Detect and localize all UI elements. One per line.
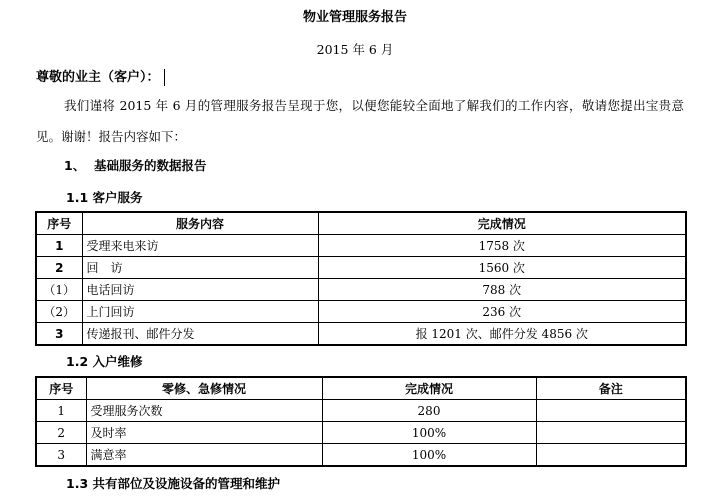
salutation-text: 尊敬的业主（客户）： <box>36 70 160 85</box>
completion: 236 次 <box>318 301 686 323</box>
completion: 1758 次 <box>318 235 686 257</box>
service-content: 传递报刊、邮件分发 <box>82 323 318 346</box>
section-number: 1、 <box>64 158 86 173</box>
report-title: 物业管理服务报告 <box>302 10 407 25</box>
repair-table <box>35 376 687 467</box>
repair-item: 及时率 <box>86 422 322 444</box>
row-number: 3 <box>36 323 82 346</box>
row-number: （1） <box>36 279 82 301</box>
section-heading-1 <box>64 156 207 174</box>
row-number: 3 <box>36 444 86 467</box>
table-row <box>36 279 686 301</box>
completion: 100% <box>322 422 536 444</box>
row-number: 2 <box>36 422 86 444</box>
row-number: 1 <box>36 235 82 257</box>
table-row <box>36 422 686 444</box>
table-row <box>36 257 686 279</box>
remark <box>536 444 686 467</box>
row-number: （2） <box>36 301 82 323</box>
header-cell: 完成情况 <box>318 212 686 235</box>
completion: 280 <box>322 400 536 422</box>
table-header-row <box>36 212 686 235</box>
report-date: 2015 年 6 月 <box>316 42 394 57</box>
row-number: 2 <box>36 257 82 279</box>
service-content: 电话回访 <box>82 279 318 301</box>
header-cell: 零修、急修情况 <box>86 377 322 400</box>
text-cursor <box>164 69 166 86</box>
table-row <box>36 400 686 422</box>
completion: 报 1201 次、邮件分发 4856 次 <box>318 323 686 346</box>
intro-paragraph: 我们谨将 2015 年 6 月的管理服务报告呈现于您，以便您能较全面地了解我们的工作内容，敬请您提出宝贵意见。谢谢！报告内容如下： <box>36 98 684 144</box>
repair-item: 受理服务次数 <box>86 400 322 422</box>
table-row <box>36 235 686 257</box>
service-content: 上门回访 <box>82 301 318 323</box>
header-cell: 序号 <box>36 212 82 235</box>
row-number: 1 <box>36 400 86 422</box>
subsection-heading-1-2: 1.2 入户维修 <box>66 354 143 369</box>
table-row <box>36 444 686 467</box>
table-header-row <box>36 377 686 400</box>
header-cell: 完成情况 <box>322 377 536 400</box>
header-cell: 服务内容 <box>82 212 318 235</box>
completion: 788 次 <box>318 279 686 301</box>
remark <box>536 422 686 444</box>
section-label: 基础服务的数据报告 <box>94 158 207 173</box>
repair-item: 满意率 <box>86 444 322 467</box>
completion: 1560 次 <box>318 257 686 279</box>
customer-service-table <box>35 211 687 346</box>
subsection-heading-1-3: 1.3 共有部位及设施设备的管理和维护 <box>66 476 280 491</box>
salutation <box>36 66 165 86</box>
subsection-heading-1-1: 1.1 客户服务 <box>66 190 143 205</box>
service-content: 回 访 <box>82 257 318 279</box>
service-content: 受理来电来访 <box>82 235 318 257</box>
table-row <box>36 323 686 346</box>
remark <box>536 400 686 422</box>
table-row <box>36 301 686 323</box>
header-cell: 备注 <box>536 377 686 400</box>
completion: 100% <box>322 444 536 467</box>
header-cell: 序号 <box>36 377 86 400</box>
